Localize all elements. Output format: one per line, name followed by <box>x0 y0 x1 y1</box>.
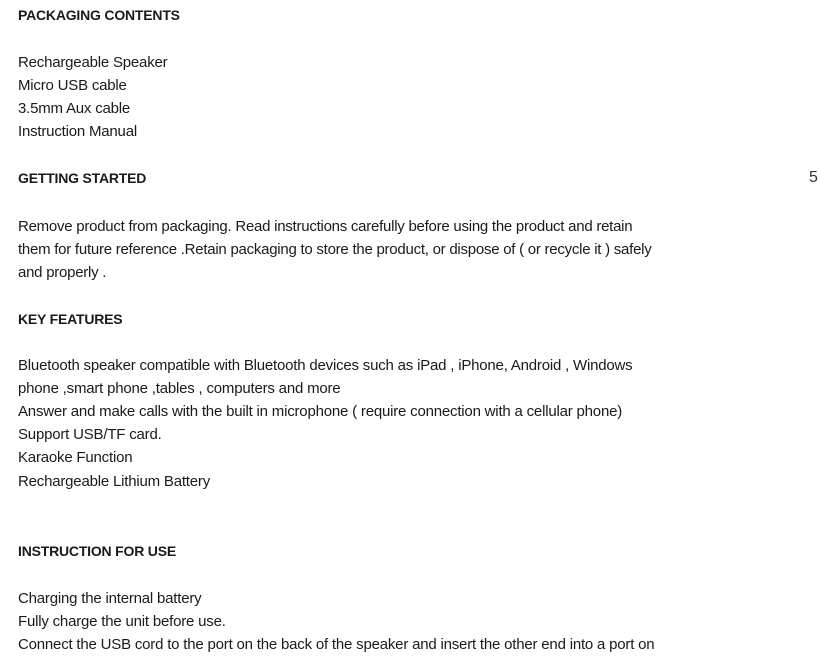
key-feature-line: Karaoke Function <box>18 449 133 466</box>
packaging-item: 3.5mm Aux cable <box>18 100 131 117</box>
packaging-item: Rechargeable Speaker <box>18 54 168 71</box>
heading-packaging-contents: PACKAGING CONTENTS <box>18 7 180 23</box>
key-feature-line: Answer and make calls with the built in microphone ( require connection with a cellular phone) <box>18 403 623 420</box>
getting-started-line: and properly . <box>18 264 107 281</box>
getting-started-line: Remove product from packaging. Read instructions carefully before using the product and retain <box>18 218 633 235</box>
key-feature-line: Bluetooth speaker compatible with Bluetooth devices such as iPad , iPhone, Android , Windows <box>18 357 633 374</box>
key-feature-line: Support USB/TF card. <box>18 426 162 443</box>
page-number: 5 <box>809 169 818 186</box>
instruction-line: Charging the internal battery <box>18 590 202 607</box>
key-feature-line: Rechargeable Lithium Battery <box>18 473 211 490</box>
heading-getting-started: GETTING STARTED <box>18 170 147 186</box>
packaging-item: Instruction Manual <box>18 123 137 140</box>
instruction-line: Connect the USB cord to the port on the back of the speaker and insert the other end into a port on <box>18 636 655 653</box>
instruction-line: Fully charge the unit before use. <box>18 613 226 630</box>
key-feature-line: phone ,smart phone ,tables , computers and more <box>18 380 341 397</box>
heading-instruction-for-use: INSTRUCTION FOR USE <box>18 543 176 559</box>
packaging-item: Micro USB cable <box>18 77 127 94</box>
heading-key-features: KEY FEATURES <box>18 311 123 327</box>
getting-started-line: them for future reference .Retain packaging to store the product, or dispose of ( or recycle it ) safely <box>18 241 652 258</box>
